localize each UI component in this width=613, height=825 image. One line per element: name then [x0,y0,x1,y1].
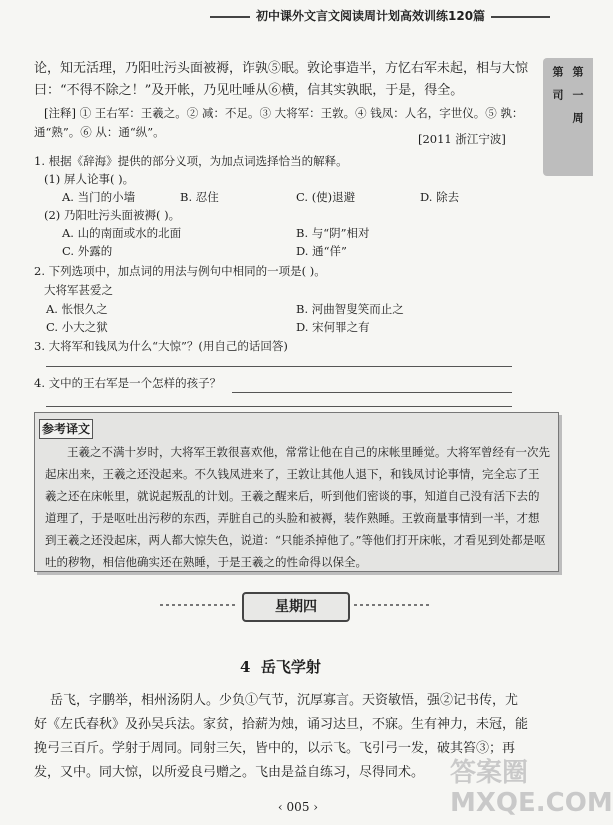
passage-line: 曰：“不得不除之！”及开帐，乃见吐唾从⑥横，信其实孰眠，于是，得全。 [34,83,464,98]
chevron-right-icon: › [313,800,319,814]
option: B. 河曲智叟笑而止之 [296,302,404,316]
article-line: 好《左氏春秋》及孙吴兵法。家贫，拾薪为烛，诵习达旦，不寐。生有神力，未冠，能 [34,717,529,732]
option: B. 忍住 [180,190,219,204]
source-tag: [2011 浙江宁波] [418,132,506,146]
week-tab-label-2: 第司 [551,66,564,112]
option: D. 宋何罪之有 [296,320,370,334]
question-1: 1. 根据《辞海》提供的部分义项，为加点词选择恰当的解释。 [34,154,348,168]
answer-line [46,366,512,367]
banner-dots-left [160,604,238,606]
page-number [238,800,358,814]
day-label: 星期四 [242,592,350,622]
question-2-example: 大将军甚爱之 [44,283,113,297]
article-line: 岳飞，字鹏举，相州汤阴人。少负①气节，沉厚寡言。天资敏悟，强②记书传，尤 [50,693,519,708]
option: B. 与“阴”相对 [296,226,370,240]
question-2: 2. 下列选项中，加点词的用法与例句中相同的一项是( )。 [34,264,326,278]
option: C. 小大之狱 [46,320,108,334]
option: D. 通“佯” [296,244,347,258]
notes-line: [注释] ① 王右军：王羲之。② 减：不足。③ 大将军：王敦。④ 钱凤：人名，字世仪。⑤ 孰： [44,106,524,120]
answer-line [46,406,512,407]
page-number-text: 005 [286,800,310,814]
question-1-1: (1) 屏人论事( )。 [44,172,135,186]
option: A. 怅恨久之 [46,302,108,316]
question-3: 3. 大将军和钱凤为什么“大惊”？(用自己的话回答) [34,339,288,353]
article-line: 发，又中。同大惊，以所爱良弓赠之。飞由是益自练习，尽得同术。 [34,765,425,780]
reference-translation-box [34,412,559,572]
week-tab-label: 第一周 [571,66,584,135]
option: A. 当门的小墙 [62,190,136,204]
article-line: 挽弓三百斤。学射于周同。同射三矢，皆中的，以示飞。飞引弓一发，破其笞③；再 [34,741,516,756]
question-4: 4. 文中的王右军是一个怎样的孩子？ [34,376,222,390]
article-title: 4 岳飞学射 [240,658,321,676]
watermark: 答案圈 MXQE.COM [450,758,613,818]
question-1-2: (2) 乃阳吐污头面被褥( )。 [44,208,181,222]
banner-dots-right [354,604,432,606]
answer-line [232,392,512,393]
option: C. (使)退避 [296,190,356,204]
reference-title: 参考译文 [39,419,93,439]
day-banner [160,590,432,622]
option: D. 除去 [420,190,460,204]
option: A. 山的南面或水的北面 [62,226,182,240]
option: C. 外露的 [62,244,113,258]
chevron-left-icon: ‹ [277,800,283,814]
reference-text: 王羲之不满十岁时，大将军王敦很喜欢他，常常让他在自己的床帐里睡觉。大将军曾经有一次先起床出来，王羲之还没起来。不久钱凤进来了，王敦让其他人退下，和钱凤讨论事情，完全忘了王羲之还在床帐里，就说起叛乱的计划。王羲之醒来后，听到他们密谈的事，知道自己没有活下去的道理了，于是呕吐出污秽的东西，弄脏自己的头脸和被褥，装作熟睡。王敦商量事情到一半，才想到王羲之还没起床，两人都大惊失色，说道：“只能杀掉他了。”等他们打开床帐，才看见到处都是呕吐的秽物，相信他确实还在熟睡，于是王羲之的性命得以保全。 [45,445,550,569]
book-title: 初中课外文言文阅读周计划高效训练120篇 [250,6,491,26]
page-header [210,6,550,28]
passage-line: 论，知无活理，乃阳吐污头面被褥，诈孰⑤眠。敦论事造半，方忆右军未起，相与大惊 [34,61,529,76]
notes-line: 通“熟”。⑥ 从：通“纵”。 [34,125,165,139]
week-tab [543,58,593,176]
